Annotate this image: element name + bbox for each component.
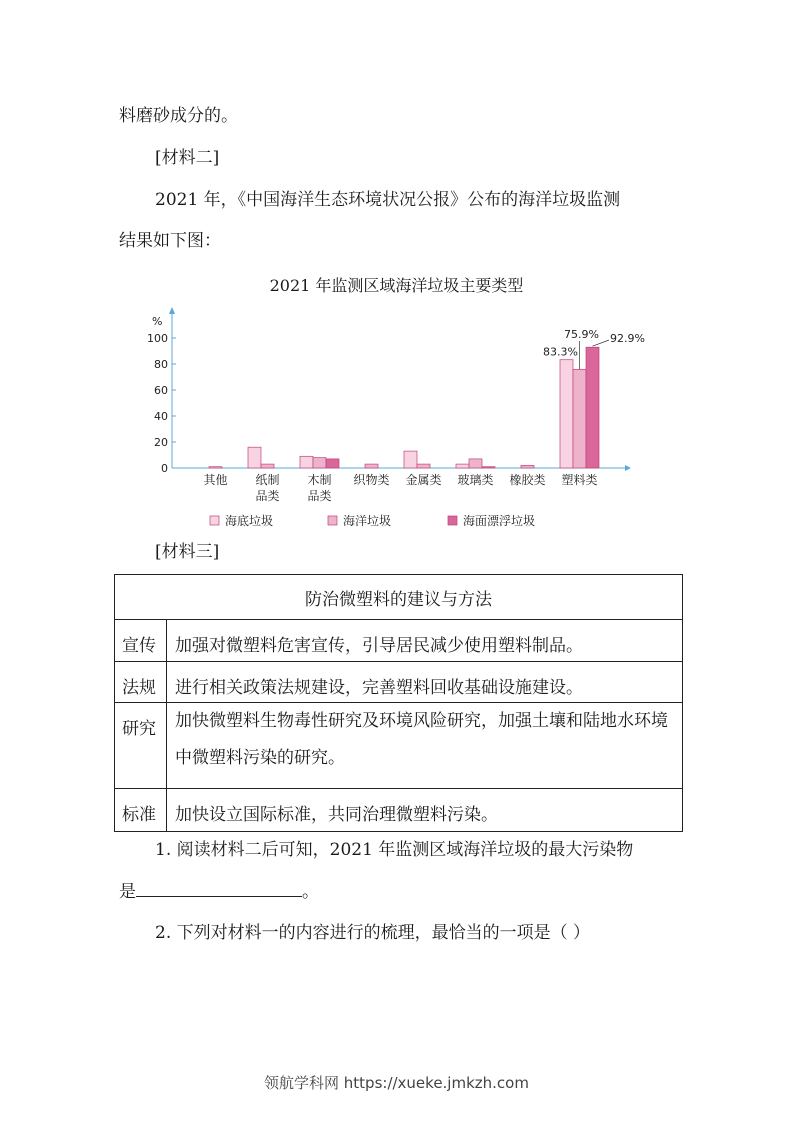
x-tick-label: 品类 bbox=[307, 489, 332, 503]
material-2-label: [材料二] bbox=[155, 148, 220, 168]
table-row-value: 进行相关政策法规建设，完善塑料回收基础设施建设。 bbox=[167, 662, 683, 703]
x-tick-label: 品类 bbox=[255, 489, 280, 503]
bar bbox=[313, 458, 326, 468]
y-tick-label: 20 bbox=[154, 436, 168, 449]
table-row-key: 宣传 bbox=[115, 620, 167, 662]
bar-chart bbox=[130, 300, 660, 535]
footer-watermark: 领航学科网 https://xueke.jmkzh.com bbox=[264, 1074, 529, 1092]
paragraph-line-2: 结果如下图： bbox=[119, 231, 221, 251]
bar bbox=[326, 459, 339, 468]
bar bbox=[417, 464, 430, 468]
bar bbox=[469, 459, 482, 468]
data-label: 83.3% bbox=[543, 345, 578, 359]
table-row-value: 加快设立国际标准，共同治理微塑料污染。 bbox=[167, 789, 683, 832]
bar bbox=[586, 347, 599, 468]
x-tick-label: 木制 bbox=[307, 473, 332, 487]
table-row bbox=[115, 662, 683, 703]
material-3-label: [材料三] bbox=[155, 542, 220, 562]
x-tick-label: 玻璃类 bbox=[457, 473, 494, 487]
table-row-value: 加强对微塑料危害宣传，引导居民减少使用塑料制品。 bbox=[167, 620, 683, 662]
bar bbox=[456, 464, 469, 468]
x-tick-label: 塑料类 bbox=[561, 473, 598, 487]
table-row-key: 标准 bbox=[115, 789, 167, 832]
bar bbox=[365, 464, 378, 468]
chart-title: 2021 年监测区域海洋垃圾主要类型 bbox=[269, 276, 524, 295]
question-1-suffix: 。 bbox=[302, 882, 319, 902]
x-tick-label: 橡胶类 bbox=[509, 473, 546, 487]
table-row-value: 加快微塑料生物毒性研究及环境风险研究，加强土壤和陆地水环境中微塑料污染的研究。 bbox=[167, 703, 683, 789]
y-axis-arrow-icon bbox=[169, 307, 175, 314]
answer-blank[interactable] bbox=[136, 882, 302, 897]
table-row-key: 研究 bbox=[115, 703, 167, 789]
y-tick-label: 0 bbox=[161, 462, 168, 475]
bar bbox=[573, 369, 586, 468]
table-row-key: 法规 bbox=[115, 662, 167, 703]
y-tick-label: 80 bbox=[154, 358, 168, 371]
y-tick-label: 60 bbox=[154, 384, 168, 397]
y-tick-label: 100 bbox=[147, 332, 168, 345]
legend-swatch bbox=[328, 516, 337, 525]
legend-label: 海面漂浮垃圾 bbox=[463, 514, 536, 528]
legend-label: 海洋垃圾 bbox=[343, 514, 392, 528]
table-row bbox=[115, 789, 683, 832]
x-tick-label: 纸制 bbox=[255, 473, 280, 487]
x-tick-label: 其他 bbox=[203, 473, 228, 487]
bar bbox=[404, 451, 417, 468]
y-tick-label: 40 bbox=[154, 410, 168, 423]
bar bbox=[521, 465, 534, 468]
legend-label: 海底垃圾 bbox=[225, 514, 274, 528]
bar bbox=[482, 467, 495, 468]
question-2: 2. 下列对材料一的内容进行的梳理，最恰当的一项是（ ） bbox=[155, 923, 591, 943]
table-title: 防治微塑料的建议与方法 bbox=[115, 575, 683, 620]
bar bbox=[261, 464, 274, 468]
data-label: 75.9% bbox=[564, 328, 599, 341]
question-1-line-1: 1. 阅读材料二后可知，2021 年监测区域海洋垃圾的最大污染物 bbox=[155, 840, 634, 860]
x-tick-label: 织物类 bbox=[353, 473, 390, 487]
y-axis-unit: % bbox=[152, 315, 163, 328]
text-line-1: 料磨砂成分的。 bbox=[119, 106, 238, 126]
question-1-line-2 bbox=[119, 882, 319, 901]
table-row bbox=[115, 620, 683, 662]
question-1-prefix: 是 bbox=[119, 882, 136, 902]
legend-swatch bbox=[210, 516, 219, 525]
x-tick-label: 金属类 bbox=[405, 473, 442, 487]
bar bbox=[560, 360, 573, 468]
data-label: 92.9% bbox=[610, 332, 645, 345]
table-row bbox=[115, 703, 683, 789]
suggestions-table bbox=[114, 574, 683, 832]
bar bbox=[248, 447, 261, 468]
x-axis-arrow-icon bbox=[625, 465, 631, 471]
bar bbox=[209, 467, 222, 468]
legend-swatch bbox=[448, 516, 457, 525]
bar bbox=[300, 456, 313, 468]
paragraph-line-1: 2021 年，《中国海洋生态环境状况公报》公布的海洋垃圾监测 bbox=[155, 190, 621, 210]
